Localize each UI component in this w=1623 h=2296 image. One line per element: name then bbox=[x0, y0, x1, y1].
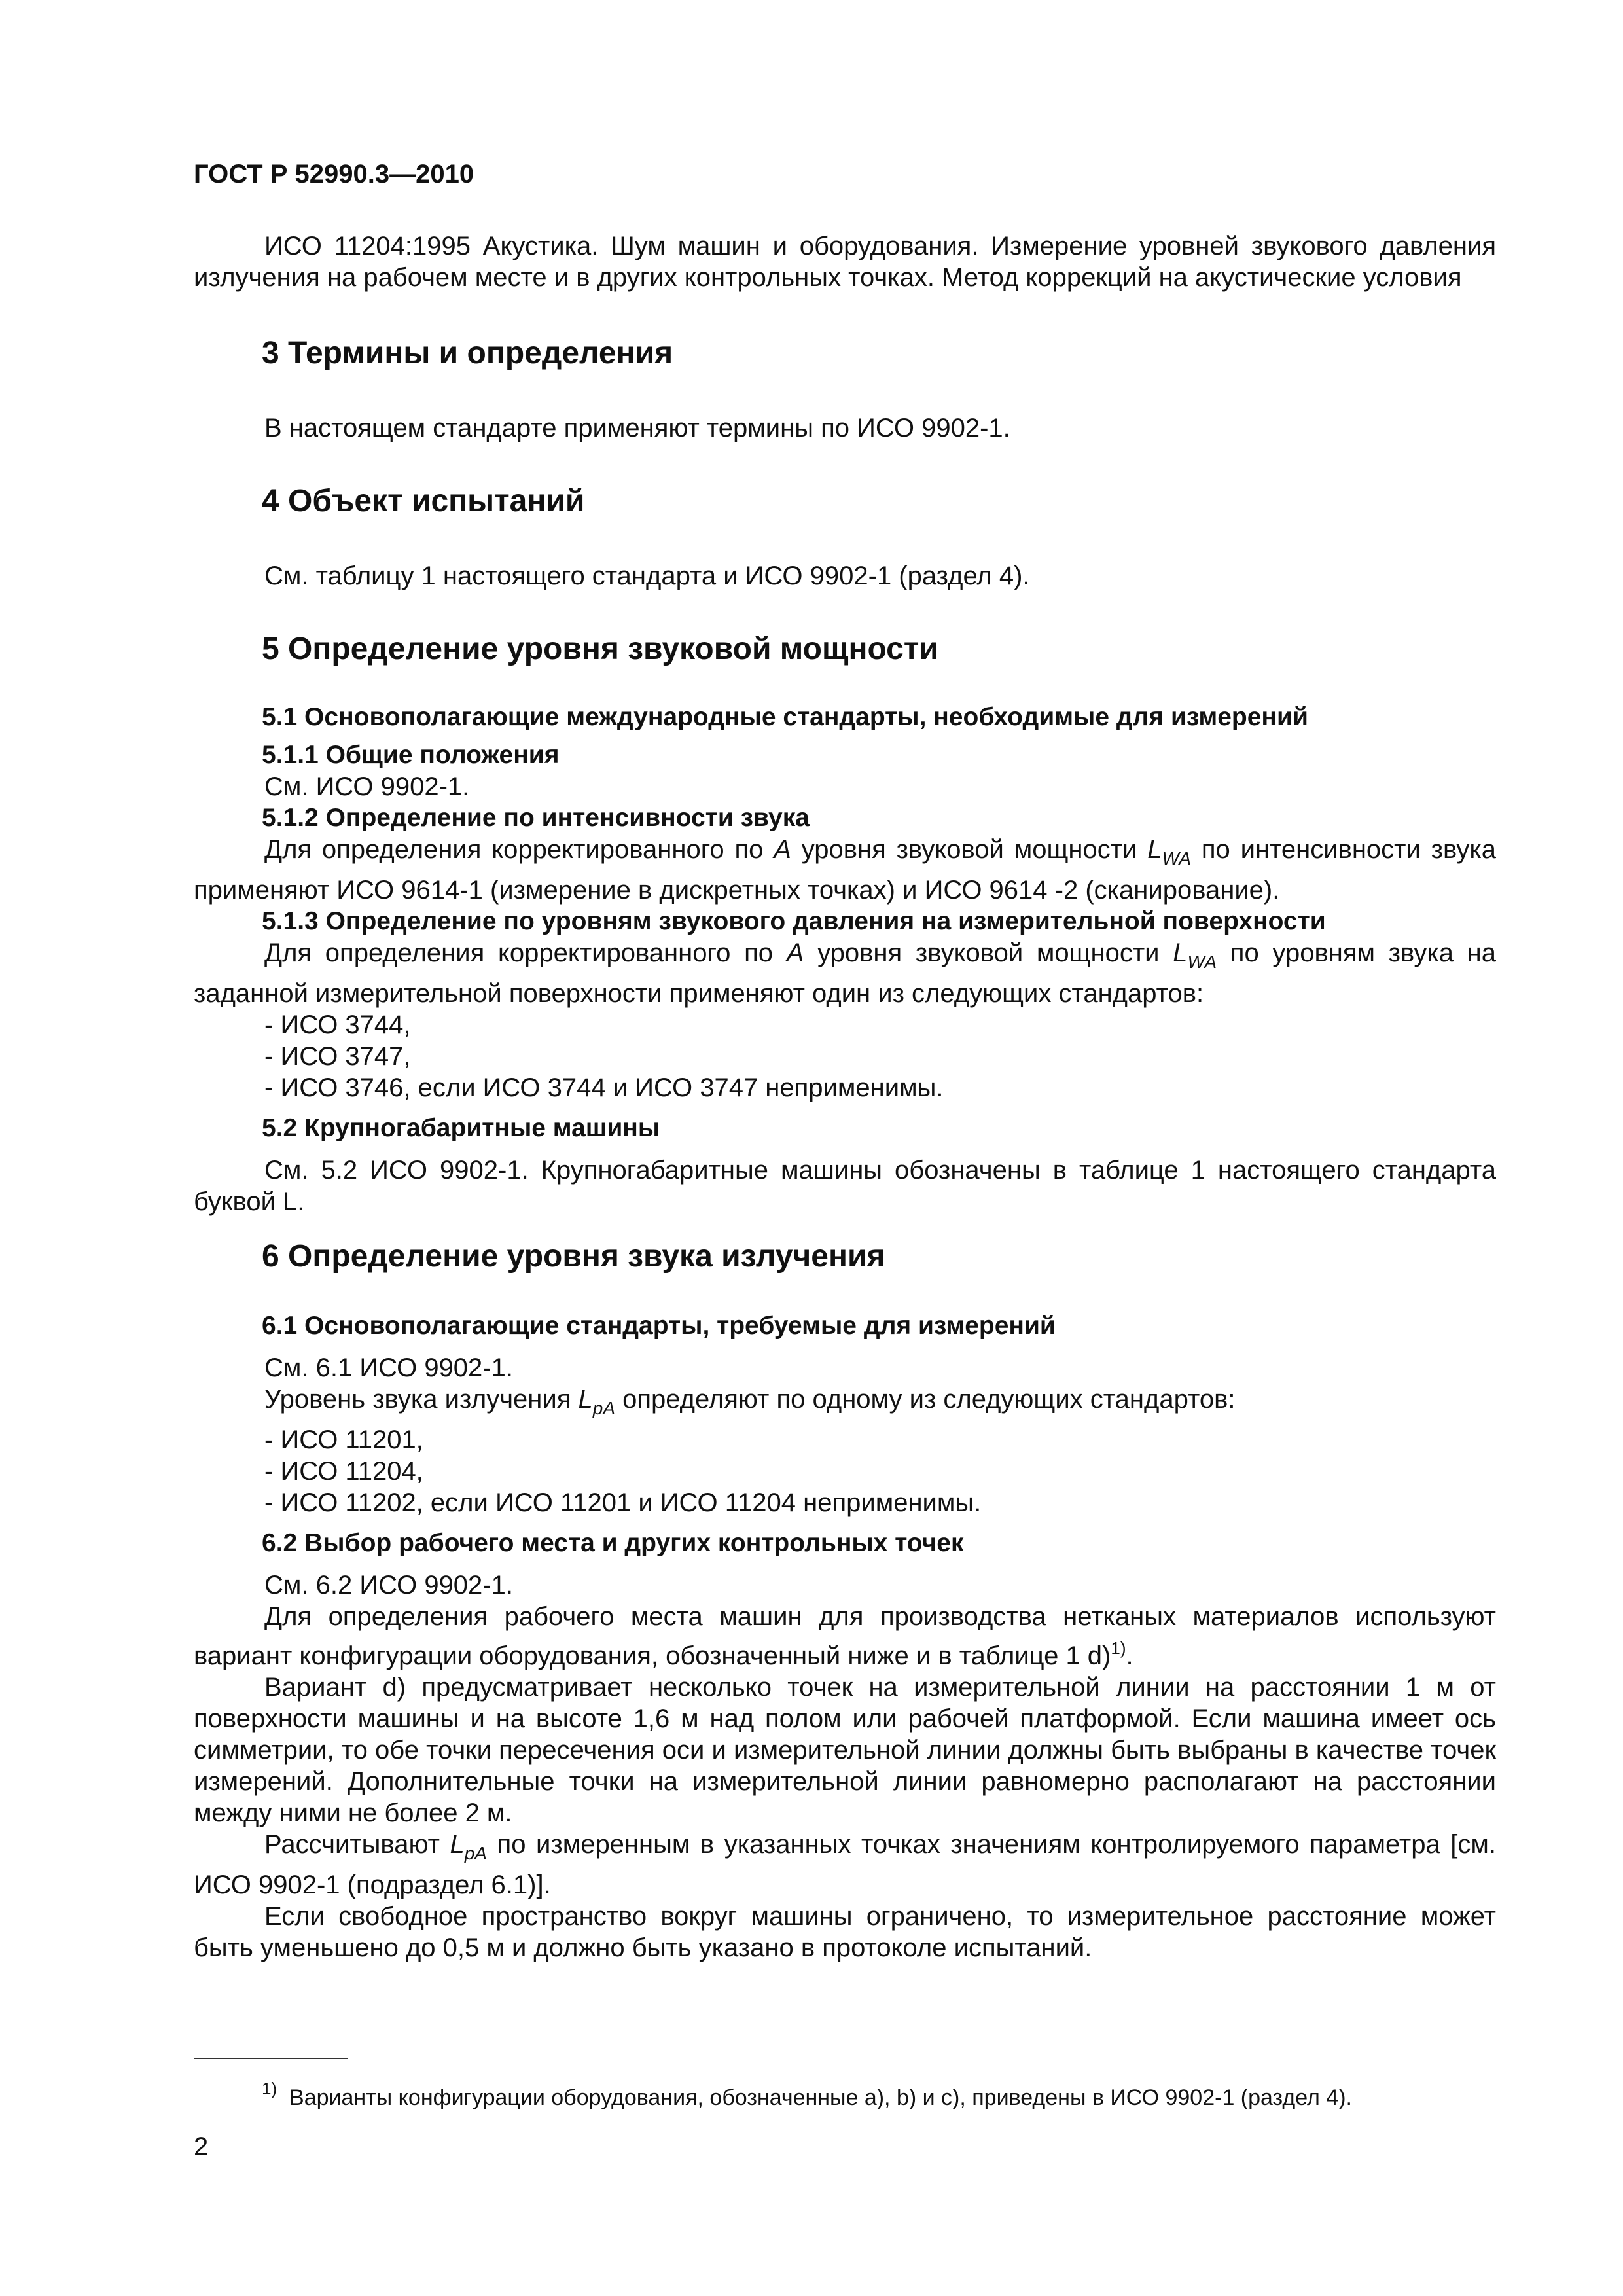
section-6-1-line: См. 6.1 ИСО 9902-1. bbox=[264, 1354, 513, 1382]
section-4-text: См. таблицу 1 настоящего стандарта и ИСО 9902-1 (раздел 4). bbox=[264, 562, 1030, 590]
section-5-1-1-heading: 5.1.1 Общие положения bbox=[262, 741, 560, 769]
section-6-2-paragraph-1: Для определения рабочего места машин для производства нетканых материалов используют вариант конфигурации оборудования, обозначенный ниже и в таблице 1 d)$^{1)}$. bbox=[194, 1602, 1496, 1670]
section-6-2-paragraph-2: Вариант d) предусматривает несколько точек на измерительной линии на расстоянии 1 м от поверхности машины и на высоте 1,6 м над полом или рабочей платформой. Если машина имеет ось симметрии, то обе точки пересечения оси и измерительной линии должны быть выбраны в качестве точек измерений. Дополнительные точки на измерительной линии равномерно располагают на расстоянии между ними не более 2 м. bbox=[194, 1673, 1496, 1827]
section-3-text: В настоящем стандарте применяют термины по ИСО 9902-1. bbox=[264, 414, 1010, 442]
section-5-1-2-text: Для определения корректированного по A уровня звуковой мощности $L_{WA}$ по интенсивности звука применяют ИСО 9614-1 (измерение в дискретных точках) и ИСО 9614 -2 (сканирование). bbox=[194, 835, 1497, 905]
section-6 bbox=[194, 1238, 1496, 1275]
section-5 bbox=[194, 631, 1496, 668]
section-5-1-2-heading: 5.1.2 Определение по интенсивности звука bbox=[262, 804, 810, 832]
section-6-heading: 6 Определение уровня звука излучения bbox=[262, 1239, 885, 1274]
section-5-1-3-text: Для определения корректированного по A уровня звуковой мощности $L_{WA}$ по уровням звука на заданной измерительной поверхности применяют один из следующих стандартов: bbox=[194, 939, 1497, 1008]
section-5-1 bbox=[194, 702, 1496, 1217]
list-item: - ИСО 3747, bbox=[194, 1041, 1496, 1072]
list-item: - ИСО 11201, bbox=[194, 1424, 1496, 1456]
section-6-2-heading: 6.2 Выбор рабочего места и других контрольных точек bbox=[262, 1529, 964, 1557]
section-3-heading: 3 Термины и определения bbox=[262, 336, 673, 370]
section-6-1-text: Уровень звука излучения $L_{pA}$ определяют по одному из следующих стандартов: bbox=[264, 1385, 1236, 1418]
section-5-1-1-text: См. ИСО 9902-1. bbox=[264, 772, 470, 801]
section-5-heading: 5 Определение уровня звуковой мощности bbox=[262, 632, 938, 666]
document-code: ГОСТ Р 52990.3—2010 bbox=[194, 160, 474, 188]
footnote-mark: 1) bbox=[262, 2079, 277, 2098]
footnote bbox=[262, 2075, 1352, 2111]
section-5-2-heading: 5.2 Крупногабаритные машины bbox=[262, 1114, 660, 1142]
intro-reference bbox=[194, 230, 1496, 293]
section-4 bbox=[194, 483, 1496, 592]
section-5-2-text: См. 5.2 ИСО 9902-1. Крупногабаритные машины обозначены в таблице 1 настоящего стандарта буквой L. bbox=[194, 1156, 1496, 1216]
list-item: - ИСО 3744, bbox=[194, 1009, 1496, 1041]
section-5-1-heading: 5.1 Основополагающие международные стандарты, необходимые для измерений bbox=[262, 703, 1308, 731]
section-6-2-paragraph-4: Если свободное пространство вокруг машины ограничено, то измерительное расстояние может быть уменьшено до 0,5 м и должно быть указано в протоколе испытаний. bbox=[194, 1902, 1496, 1962]
standards-list-5-1-3 bbox=[194, 1009, 1496, 1103]
section-6-1-heading: 6.1 Основополагающие стандарты, требуемые для измерений bbox=[262, 1312, 1056, 1340]
section-3 bbox=[194, 335, 1496, 444]
section-6-2-paragraph-3: Рассчитывают $L_{pA}$ по измеренным в указанных точках значениям контролируемого параметра [см. ИСО 9902-1 (подраздел 6.1)]. bbox=[194, 1830, 1496, 1899]
page-number: 2 bbox=[194, 2132, 209, 2161]
reference-iso-11204: ИСО 11204:1995 Акустика. Шум машин и оборудования. Измерение уровней звукового давления излучения на рабочем месте и в других контрольных точках. Метод коррекций на акустические условия bbox=[194, 232, 1496, 292]
list-item: - ИСО 3746, если ИСО 3744 и ИСО 3747 неприменимы. bbox=[194, 1072, 1496, 1103]
section-5-1-3-heading: 5.1.3 Определение по уровням звукового давления на измерительной поверхности bbox=[262, 907, 1326, 935]
list-item: - ИСО 11204, bbox=[194, 1456, 1496, 1487]
standards-list-6-1 bbox=[194, 1424, 1496, 1518]
section-4-heading: 4 Объект испытаний bbox=[262, 484, 585, 518]
list-item: - ИСО 11202, если ИСО 11201 и ИСО 11204 неприменимы. bbox=[194, 1487, 1496, 1518]
footnote-divider bbox=[194, 2058, 348, 2059]
section-6-2-line: См. 6.2 ИСО 9902-1. bbox=[264, 1571, 513, 1600]
section-6-1 bbox=[194, 1310, 1496, 1964]
footnote-text: Варианты конфигурации оборудования, обозначенные a), b) и c), приведены в ИСО 9902-1 (раздел 4). bbox=[289, 2085, 1352, 2110]
